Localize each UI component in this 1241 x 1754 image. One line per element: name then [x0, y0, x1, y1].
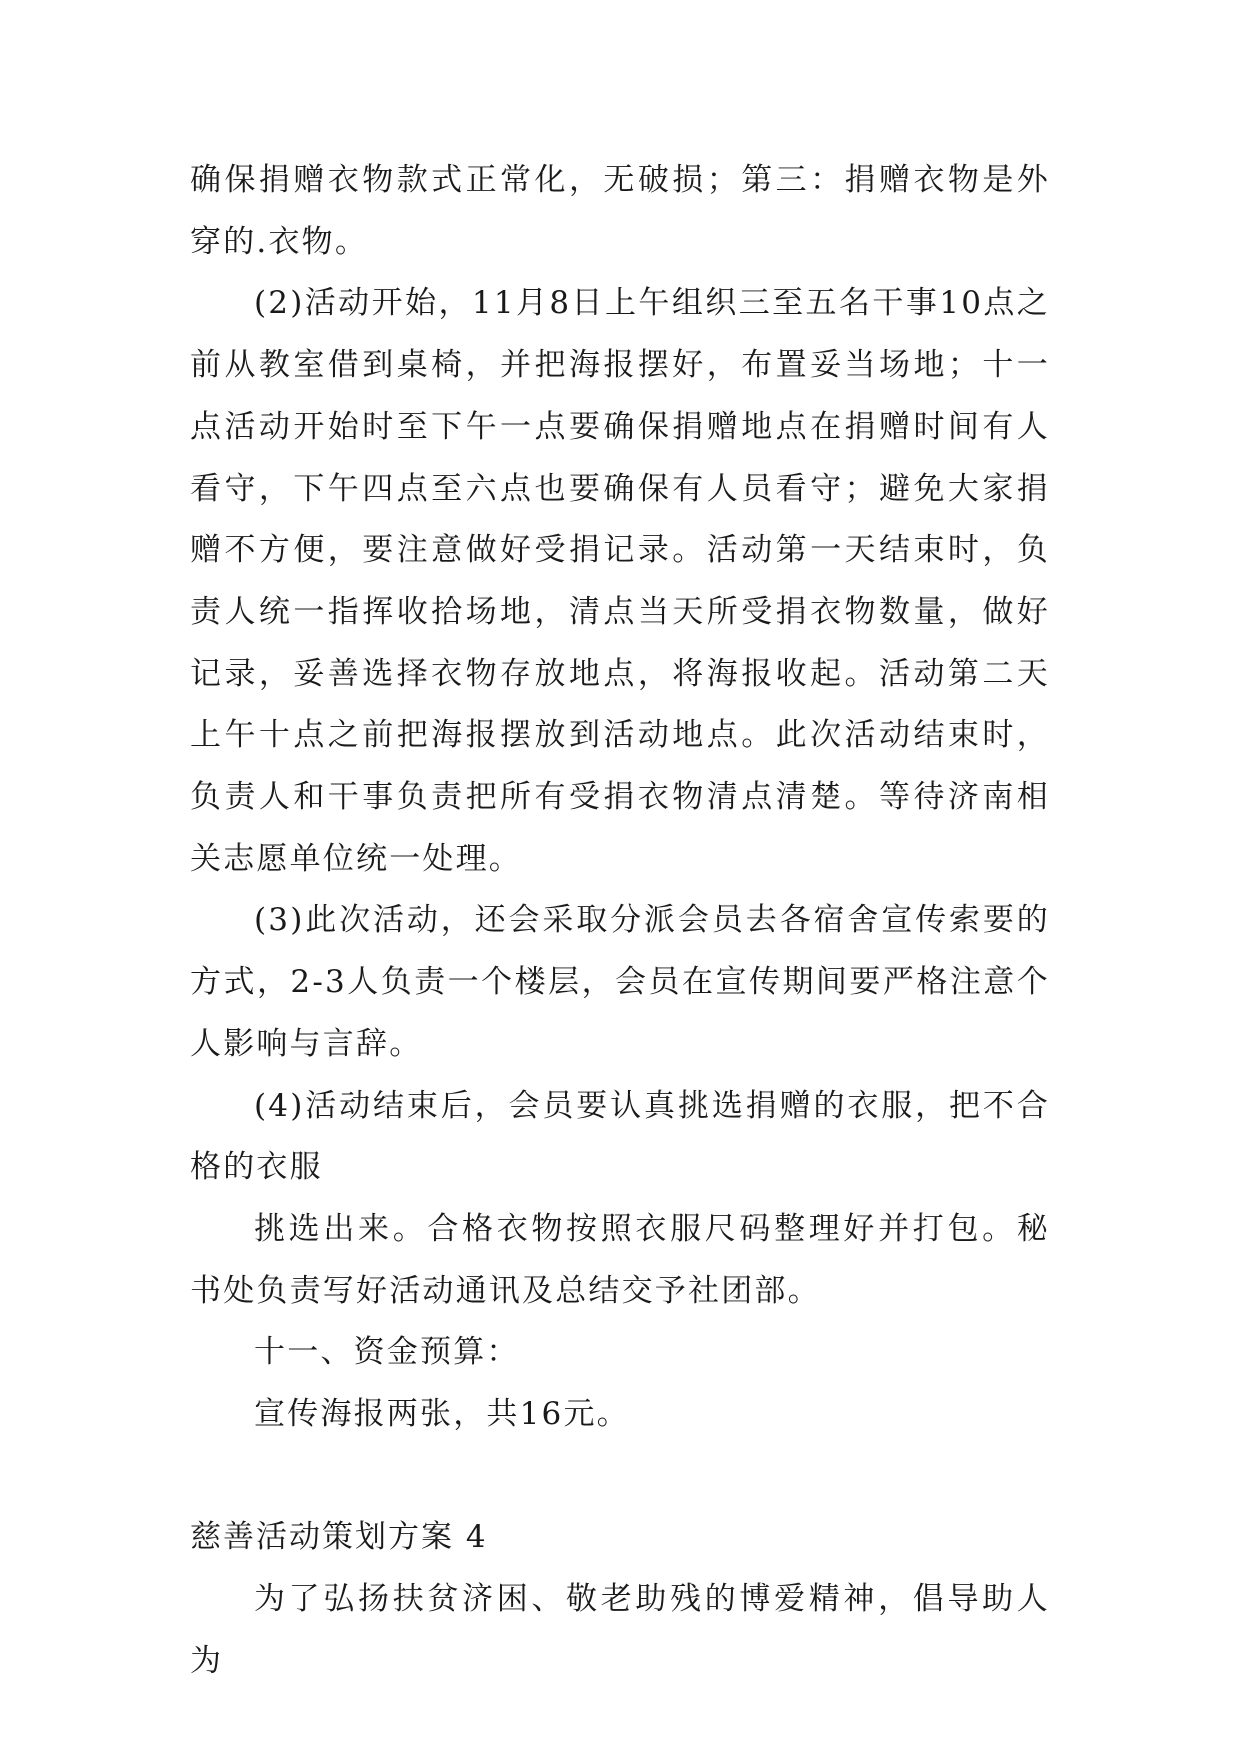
- budget-item: 宣传海报两张，共16元。: [254, 1396, 630, 1433]
- budget-heading: 十一、资金预算：: [254, 1334, 520, 1371]
- paragraph-sorting: 挑选出来。合格衣物按照衣服尺码整理好并打包。秘书处负责写好活动通讯及总结交予社团部。: [190, 1210, 1050, 1309]
- paragraph-intro: 为了弘扬扶贫济困、敬老助残的博爱精神，倡导助人为: [190, 1581, 1050, 1679]
- document-body: [190, 150, 1050, 1693]
- paragraph-activity-start: (2)活动开始，11月8日上午组织三至五名干事10点之前从教室借到桌椅，并把海报摆好，布置妥当场地；十一点活动开始时至下午一点要确保捐赠地点在捐赠时间有人看守，下午四点至六点也要确保有人员看守；避免大家捐赠不方便，要注意做好受捐记录。活动第一天结束时，负责人统一指挥收拾场地，清点当天所受捐衣物数量，做好记录，妥善选择衣物存放地点，将海报收起。活动第二天上午十点之前把海报摆放到活动地点。此次活动结束时，负责人和干事负责把所有受捐衣物清点清楚。等待济南相关志愿单位统一处理。: [190, 285, 1050, 877]
- paragraph-continued: 确保捐赠衣物款式正常化，无破损；第三：捐赠衣物是外穿的.衣物。: [190, 162, 1050, 260]
- paragraph-after-activity: (4)活动结束后，会员要认真挑选捐赠的衣服，把不合格的衣服: [190, 1087, 1050, 1186]
- paragraph-dorm-promotion: (3)此次活动，还会采取分派会员去各宿舍宣传索要的方式，2-3人负责一个楼层，会员在宣传期间要严格注意个人影响与言辞。: [190, 902, 1050, 1062]
- section-title: 慈善活动策划方案 4: [190, 1519, 488, 1556]
- blank-line: [190, 1446, 1050, 1508]
